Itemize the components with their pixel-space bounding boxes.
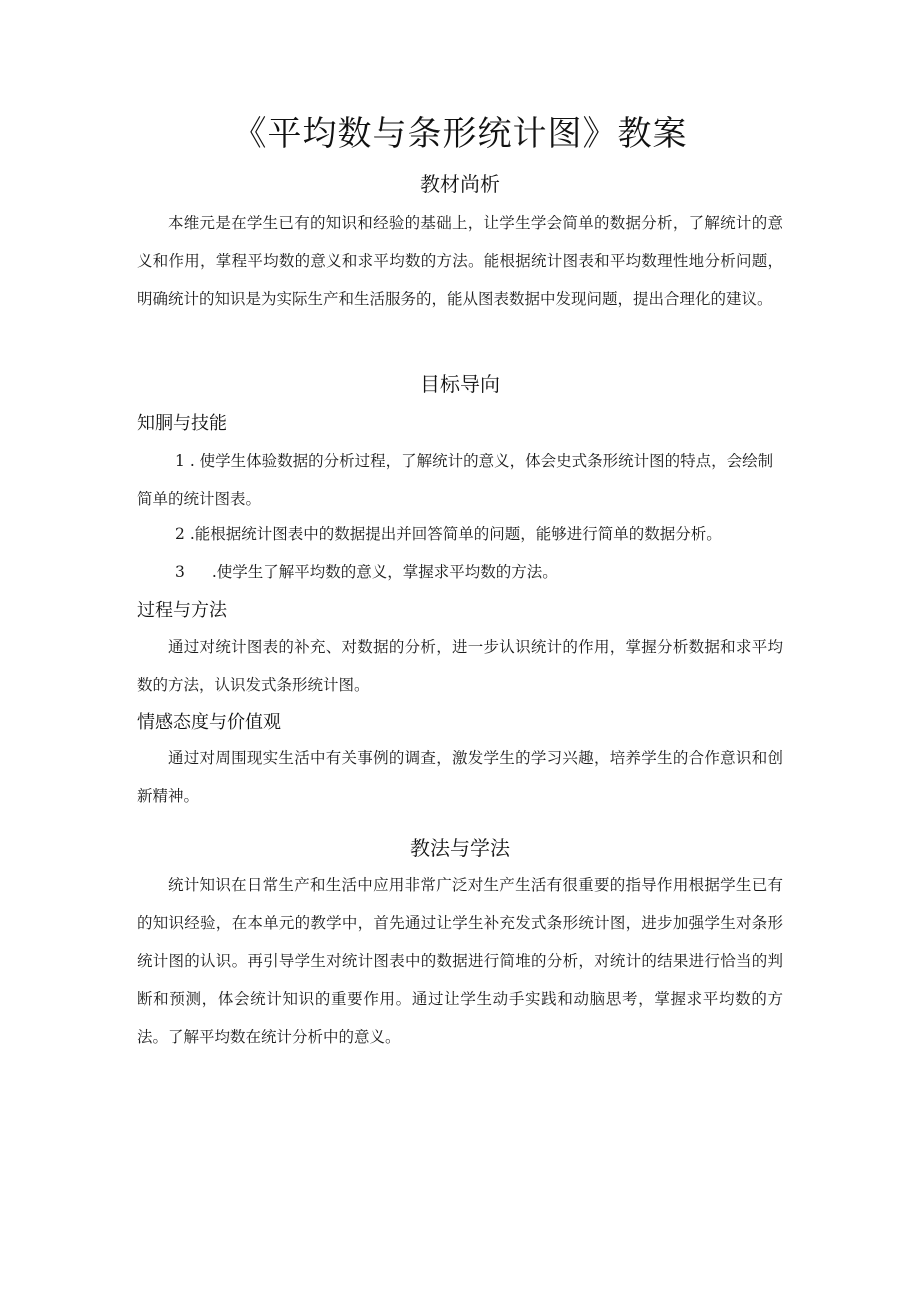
goal-item-number: 1: [175, 452, 185, 470]
goal-item-text: .使学生了解平均数的意义，掌握求平均数的方法。: [211, 563, 558, 581]
subheading-process-methods: 过程与方法: [137, 600, 227, 621]
goal-item-text: .能根据统计图表中的数据提出并回答简单的问题，能够进行简单的数据分析。: [189, 525, 722, 543]
goal-item-1: [137, 442, 783, 518]
subheading-attitude-values: 情感态度与价值观: [137, 712, 281, 733]
goal-item-number: 2: [175, 525, 185, 543]
section-heading-methods: 教法与学法: [410, 836, 510, 860]
goal-item-number: 3: [175, 563, 185, 581]
process-paragraph: 通过对统计图表的补充、对数据的分析，进一步认识统计的作用，掌握分析数据和求平均数的方法，认识发式条形统计图。: [137, 638, 783, 694]
subheading-knowledge-skills: 知胴与技能: [137, 413, 227, 434]
goal-item-2: [137, 515, 783, 553]
methods-paragraph: 统计知识在日常生产和生活中应用非常广泛对生产生活有很重要的指导作用根据学生已有的知识经验，在本单元的教学中，首先通过让学生补充发式条形统计图，进步加强学生对条形统计图的认识。再引导学生对统计图表中的数据进行简堆的分析，对统计的结果进行恰当的判断和预测，体会统计知识的重要作用。通过让学生动手实践和动脑思考，掌握求平均数的方法。了解平均数在统计分析中的意义。: [137, 876, 783, 1046]
goal-item-text: . 使学生体验数据的分析过程，了解统计的意义，体会史式条形统计图的特点，会绘制简单的统计图表。: [137, 452, 774, 508]
section-heading-analysis: 教材尚析: [420, 172, 500, 196]
attitude-paragraph: 通过对周围现实生活中有关事例的调查，激发学生的学习兴趣，培养学生的合作意识和创新精神。: [137, 749, 783, 805]
goal-item-3: [137, 553, 783, 591]
analysis-paragraph: 本维元是在学生已有的知识和经验的基础上，让学生学会简单的数据分析，了解统计的意义和作用，掌程平均数的意义和求平均数的方法。能根据统计图表和平均数理性地分析问题，明确统计的知识是为实际生产和生活服务的，能从图表数据中发现问题，提出合理化的建议。: [137, 214, 783, 308]
document-title: 《平均数与条形统计图》教案: [232, 114, 688, 154]
section-heading-goals: 目标导向: [420, 372, 500, 396]
